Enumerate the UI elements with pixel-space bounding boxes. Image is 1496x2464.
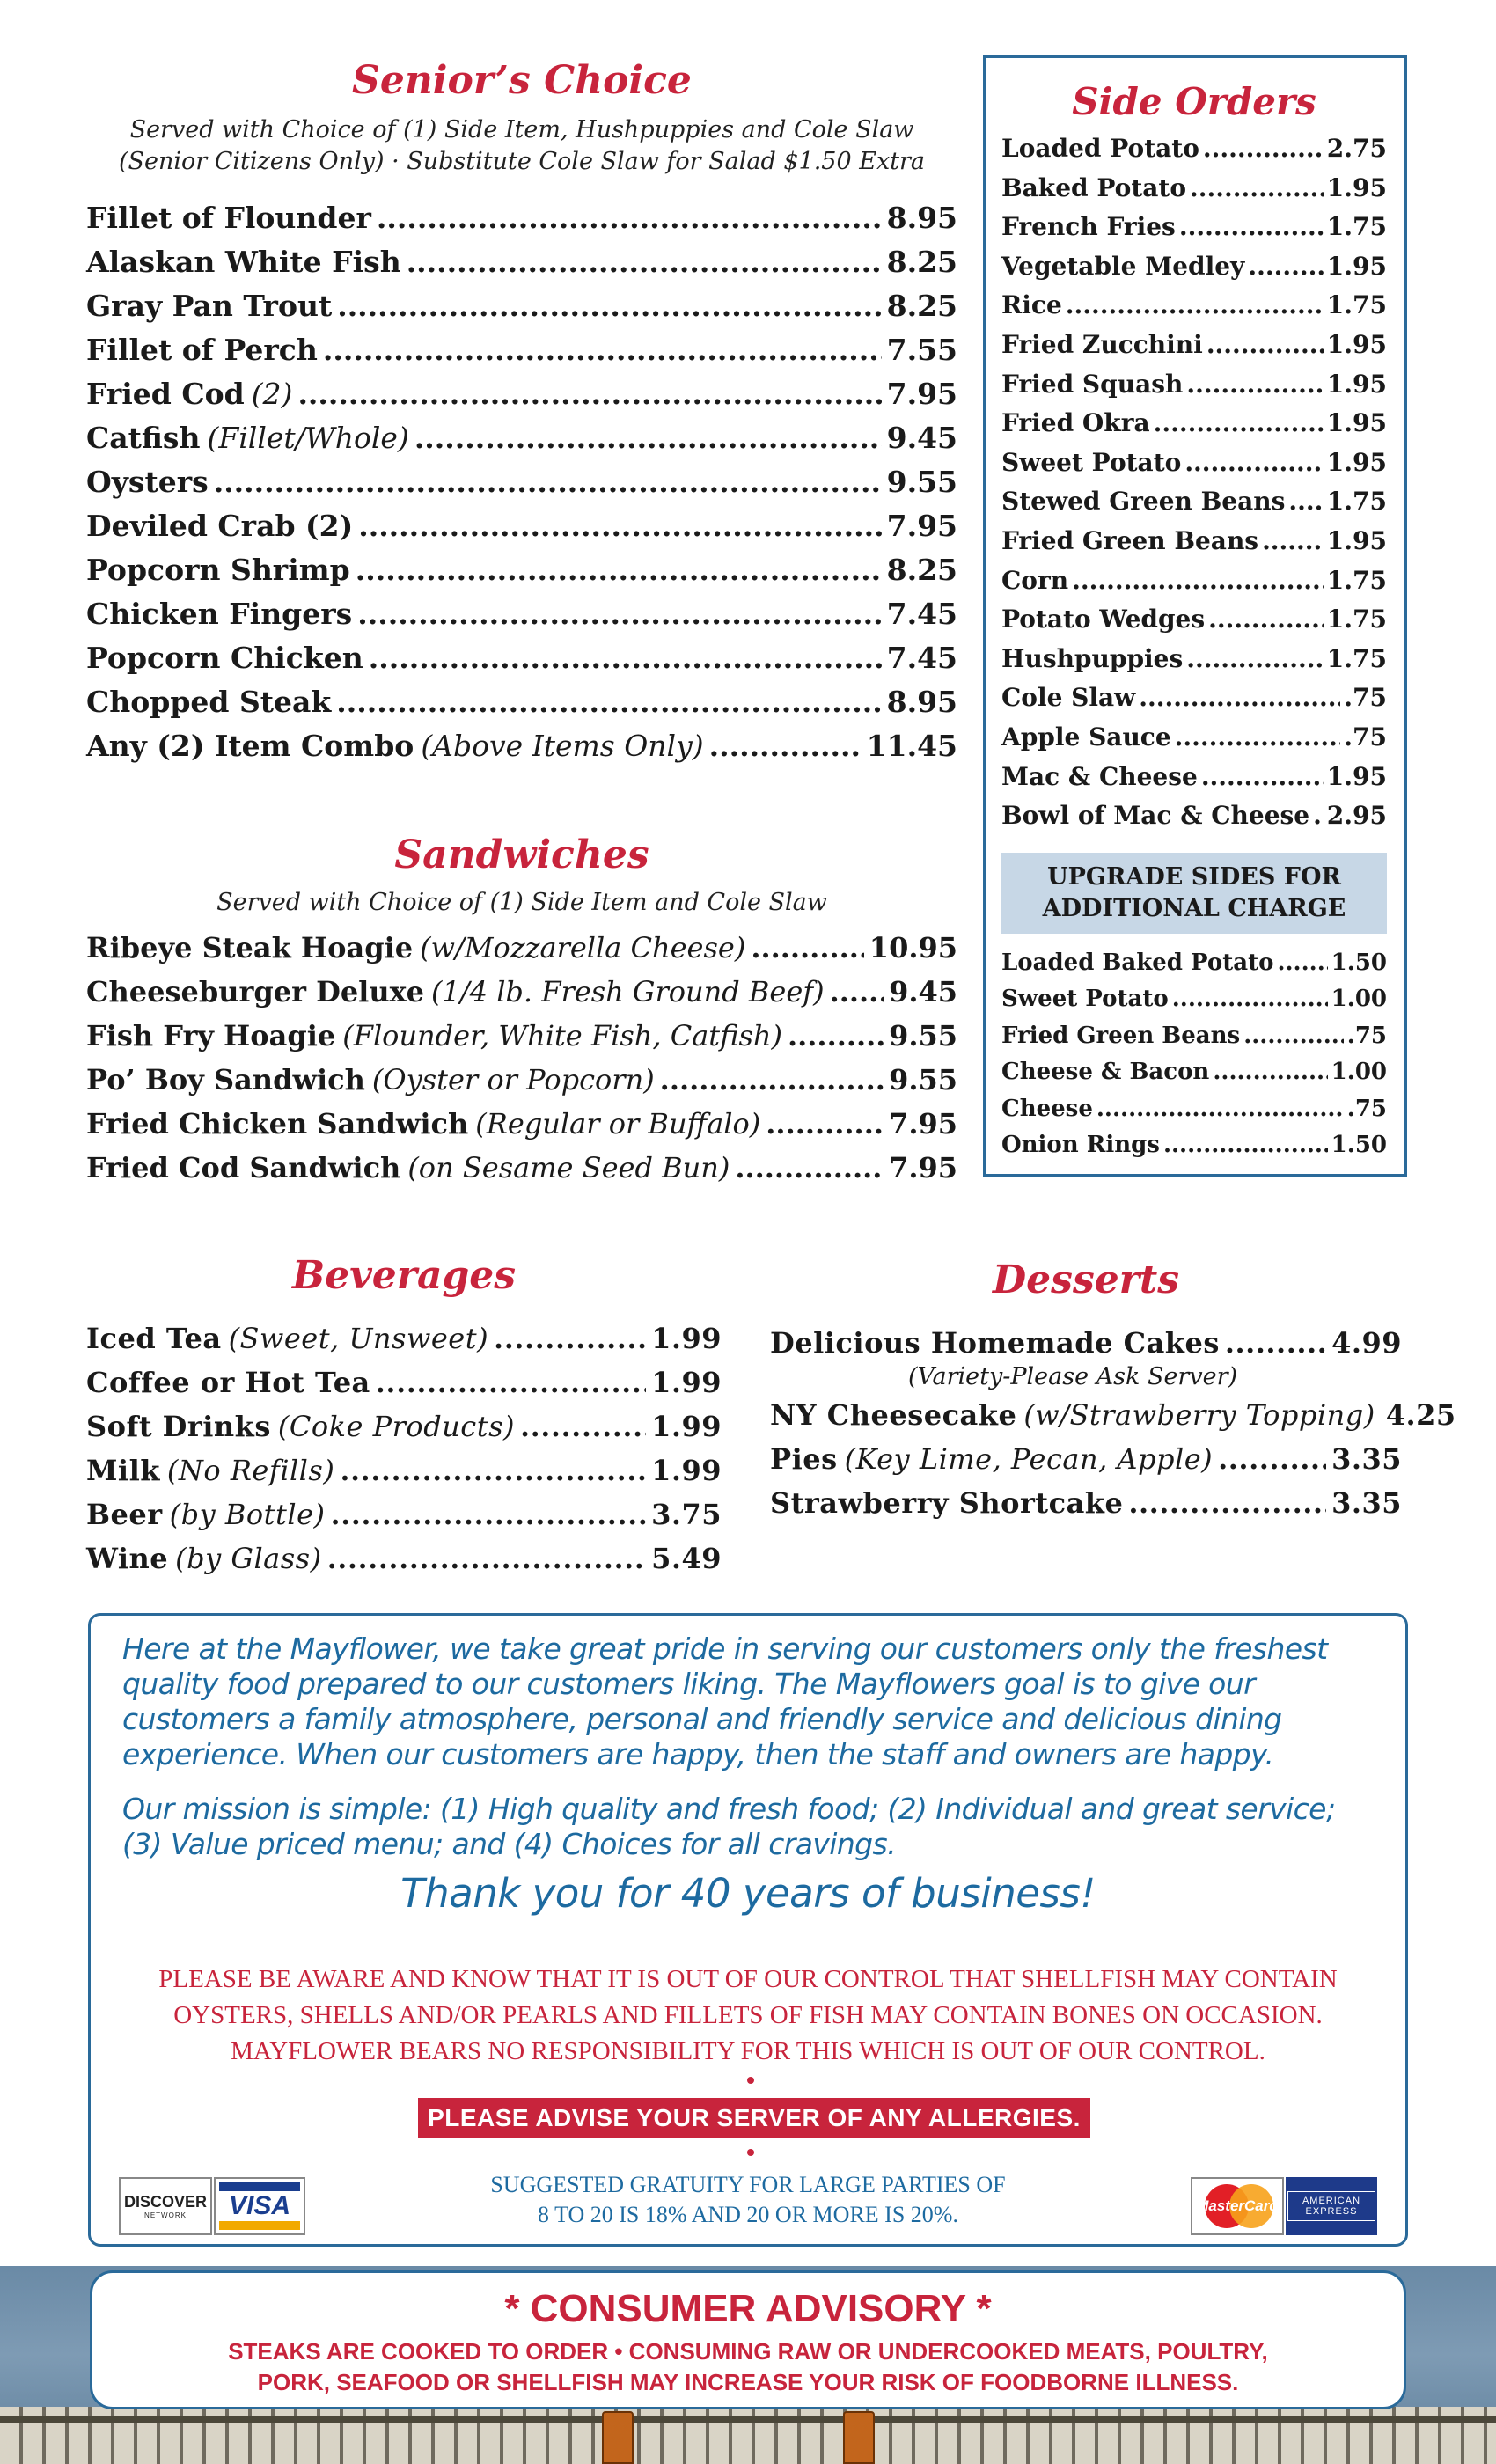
menu-item-price: 1.75 [1326,643,1387,673]
consumer-advisory-text [92,2336,1404,2398]
menu-item-name: Apple Sauce [1001,722,1171,752]
menu-item-name: Cheeseburger Deluxe [86,975,425,1008]
dot-leader [1208,605,1324,634]
dot-leader [369,641,882,675]
dot-leader [1184,448,1323,477]
dot-leader [1213,1059,1327,1085]
menu-item-note: (on Sesame Seed Bun) [407,1151,730,1184]
menu-item-name: Oysters [86,465,209,499]
menu-item-note: (Key Lime, Pecan, Apple) [844,1442,1214,1476]
menu-item-price: 1.75 [1326,565,1387,595]
menu-item-price: 3.35 [1331,1442,1402,1476]
menu-item-name: Fried Zucchini [1001,329,1203,359]
menu-item-row [1001,986,1387,1023]
menu-item-name: Hushpuppies [1001,643,1184,673]
dot-leader [1186,644,1324,673]
dot-leader [735,1151,884,1184]
menu-item-price: 1.99 [651,1322,722,1355]
menu-item-name: Coffee or Hot Tea [86,1366,370,1399]
upgrade-sides-list [1001,950,1387,1169]
menu-item-price: 9.45 [889,975,957,1008]
menu-item-name: Gray Pan Trout [86,289,333,323]
desserts-title: Desserts [993,1258,1179,1302]
beverages-list [86,1322,722,1586]
menu-item-price: 1.75 [1326,605,1387,634]
menu-item-name: Popcorn Chicken [86,641,363,675]
menu-item-name: Sweet Potato [1001,447,1182,477]
dot-leader [323,333,882,367]
menu-item-price: 1.95 [1326,251,1387,281]
dot-leader [340,1454,646,1487]
separator-dot [747,2077,754,2084]
menu-item-row [1001,1132,1387,1169]
menu-item-row [86,641,957,685]
menu-item-price: 1.95 [1326,761,1387,791]
menu-item-row [86,1410,722,1454]
dot-leader [1154,408,1324,437]
menu-item-row [1001,487,1387,526]
dot-leader [1288,487,1323,516]
menu-item-name: Beer [86,1498,163,1531]
dot-leader [1179,212,1324,241]
dot-leader [1175,722,1341,752]
dot-leader [1277,950,1327,976]
menu-item-row [86,685,957,729]
menu-item-row [86,553,957,597]
menu-item-name: Cheese [1001,1095,1093,1122]
dot-leader [337,289,881,323]
dot-leader [1072,566,1324,595]
dot-leader [1066,290,1324,319]
shellfish-warning [91,1962,1405,2070]
advisory-line-1: STEAKS ARE COOKED TO ORDER • CONSUMING RAW OR UNDERCOOKED MEATS, POULTRY, [228,2338,1268,2365]
side-orders-list [1001,134,1387,840]
dot-leader [336,685,881,719]
menu-item-row [86,931,957,975]
menu-item-row [1001,1059,1387,1096]
menu-item-price: 7.55 [886,333,957,367]
mastercard-logo-text: MasterCard [1196,2197,1279,2214]
menu-item-name: Iced Tea [86,1322,222,1355]
advisory-line-2: PORK, SEAFOOD OR SHELLFISH MAY INCREASE YOUR RISK OF FOODBORNE ILLNESS. [257,2369,1239,2395]
warning-line-2: OYSTERS, SHELLS AND/OR PEARLS AND FILLETS OF FISH MAY CONTAIN BONES ON OCCASION. [173,2001,1323,2029]
menu-item-row [1001,683,1387,722]
menu-item-note: (Flounder, White Fish, Catfish) [342,1019,782,1052]
dot-leader [830,975,884,1008]
sandwiches-title: Sandwiches [394,832,649,877]
menu-item-note: (Regular or Buffalo) [475,1107,761,1140]
dot-leader [788,1019,884,1052]
menu-item-price: 7.95 [886,509,957,543]
menu-item-row [86,1454,722,1498]
seniors-subtitle-line-1: Served with Choice of (1) Side Item, Hushpuppies and Cole Slaw [129,116,914,143]
menu-item-name: Loaded Baked Potato [1001,949,1274,976]
menu-item-note: (No Refills) [166,1454,335,1487]
visa-logo-text: VISA [228,2191,291,2220]
dot-leader [407,245,882,279]
menu-item-price: 1.75 [1326,487,1387,517]
dot-leader [1096,1096,1344,1122]
mastercard-icon [1191,2177,1284,2235]
menu-item-price: 7.95 [889,1107,957,1140]
menu-item-row [86,465,957,509]
menu-item-row [1001,1023,1387,1060]
menu-item-price: 10.95 [869,931,957,964]
menu-item-name: Pies [770,1442,838,1476]
dot-leader [1243,1023,1344,1049]
menu-item-name: Popcorn Shrimp [86,553,350,587]
consumer-advisory-title: * CONSUMER ADVISORY * [504,2287,992,2330]
beverages-section [86,1248,722,1586]
menu-item-row [86,377,957,421]
menu-item-row [86,201,957,245]
menu-item-name: Ribeye Steak Hoagie [86,931,414,964]
thank-you-line: Thank you for 40 years of business! [400,1870,1096,1917]
menu-item-row [86,289,957,333]
menu-item-name: Chopped Steak [86,685,332,719]
dot-leader [1248,252,1323,281]
menu-item-name: Corn [1001,565,1069,595]
side-orders-box [983,55,1407,1177]
visa-card-icon [214,2177,305,2235]
menu-item-row [770,1398,1456,1442]
allergy-banner: PLEASE ADVISE YOUR SERVER OF ANY ALLERGIES. [418,2098,1090,2138]
dot-leader [1313,801,1324,830]
menu-item-name: Deviled Crab (2) [86,509,354,543]
menu-item-row [86,1019,957,1063]
menu-item-row [1001,566,1387,605]
menu-item-name: Fried Cod Sandwich [86,1151,401,1184]
menu-item-price: 8.95 [886,685,957,719]
menu-item-name: Milk [86,1454,160,1487]
side-orders-title: Side Orders [1072,80,1316,123]
menu-item-price: 1.95 [1326,525,1387,555]
menu-item-price: 1.50 [1331,1132,1387,1159]
menu-item-row [770,1486,1402,1530]
dot-leader [376,1366,646,1399]
menu-item-price: .75 [1344,683,1387,713]
menu-item-price: 1.95 [1326,447,1387,477]
menu-item-row [86,1322,722,1366]
menu-item-note: (Coke Products) [277,1410,515,1443]
discover-card-icon [119,2177,212,2235]
upgrade-banner-line-1: UPGRADE SIDES FOR [1047,862,1341,891]
menu-item-note: (1/4 lb. Fresh Ground Beef) [431,975,825,1008]
menu-item-note: (Sweet, Unsweet) [228,1322,489,1355]
upgrade-banner-line-2: ADDITIONAL CHARGE [1042,894,1346,922]
menu-item-name: Fillet of Perch [86,333,318,367]
menu-item-name: Loaded Potato [1001,134,1199,163]
dot-leader [1262,526,1324,555]
menu-item-row [1001,605,1387,644]
menu-item-name: Baked Potato [1001,172,1187,202]
dot-leader [414,421,882,455]
menu-item-row [86,1498,722,1542]
menu-item-name: Sweet Potato [1001,986,1169,1013]
menu-item-price: 2.75 [1326,134,1387,163]
dot-leader [1206,330,1324,359]
menu-item-price: 7.95 [889,1151,957,1184]
menu-item-row [1001,950,1387,986]
menu-item-name: Delicious Homemade Cakes [770,1326,1220,1360]
discover-network-text: NETWORK [144,2211,187,2219]
menu-item-price: 7.45 [886,597,957,631]
menu-item-price: 3.35 [1331,1486,1402,1520]
menu-item-price: 2.95 [1326,801,1387,831]
dot-leader [1186,370,1323,399]
menu-item-row [1001,801,1387,840]
menu-item-row [1001,134,1387,173]
menu-item-price: 1.95 [1326,329,1387,359]
menu-item-row [1001,173,1387,213]
menu-item-name: Wine [86,1542,169,1575]
menu-item-row [770,1442,1402,1486]
seniors-subtitle-line-2: (Senior Citizens Only) · Substitute Cole Slaw for Salad $1.50 Extra [118,148,926,175]
menu-item-price: 9.55 [889,1019,957,1052]
beverages-title: Beverages [292,1253,516,1298]
gratuity-line-1: SUGGESTED GRATUITY FOR LARGE PARTIES OF [490,2172,1006,2197]
menu-item-price: 1.95 [1326,172,1387,202]
menu-item-price: 8.25 [886,289,957,323]
dot-leader [520,1410,646,1443]
railing-post [602,2411,634,2464]
menu-item-note: (by Glass) [175,1542,322,1575]
menu-item-row [1001,448,1387,488]
menu-item-row [86,245,957,289]
menu-item-price: 1.50 [1331,949,1387,976]
menu-item-price: .75 [1346,1022,1387,1049]
menu-item-name: Po’ Boy Sandwich [86,1063,365,1096]
menu-item-name: Fried Squash [1001,369,1184,399]
dot-leader [1172,986,1328,1012]
menu-item-name: Cole Slaw [1001,683,1136,713]
menu-item-name: Fried Green Beans [1001,525,1259,555]
menu-item-row [1001,644,1387,684]
menu-item-name: Cheese & Bacon [1001,1059,1210,1086]
menu-item-row [86,1063,957,1107]
menu-item-name: Chicken Fingers [86,597,353,631]
discover-logo-text: DISCOVER [123,2193,208,2211]
menu-item-name: Rice [1001,290,1062,320]
menu-item-row [86,509,957,553]
desserts-section [770,1252,1456,1530]
menu-item-price: 8.25 [886,553,957,587]
menu-item-row [86,597,957,641]
menu-item-price: 8.25 [886,245,957,279]
menu-item-name: Onion Rings [1001,1132,1160,1159]
dot-leader [1201,762,1324,791]
menu-item-price: .75 [1344,722,1387,752]
menu-item-note: (w/Strawberry Topping) [1023,1398,1375,1432]
separator-dot [747,2149,754,2156]
menu-item-price: 1.99 [651,1454,722,1487]
consumer-advisory-box [90,2270,1406,2409]
railing-post [843,2411,875,2464]
railing-bar [0,2416,1496,2423]
menu-item-row [86,333,957,377]
desserts-list [770,1326,1456,1530]
menu-item-name: Vegetable Medley [1001,251,1245,281]
menu-item-row [86,1107,957,1151]
menu-item-name: Fried Okra [1001,408,1150,438]
dot-leader [1128,1486,1326,1520]
menu-item-row [86,1366,722,1410]
sandwiches-menu-list [86,931,957,1195]
warning-line-3: MAYFLOWER BEARS NO RESPONSIBILITY FOR THIS WHICH IS OUT OF OUR CONTROL. [231,2037,1265,2065]
menu-item-row [1001,370,1387,409]
menu-item-row [86,421,957,465]
menu-item-name: Bowl of Mac & Cheese [1001,801,1310,831]
menu-item-price: 1.99 [651,1410,722,1443]
dot-leader [660,1063,884,1096]
menu-item-price: 7.95 [886,377,957,411]
dot-leader [1225,1326,1326,1360]
menu-item-subnote: (Variety-Please Ask Server) [907,1363,1238,1390]
menu-item-row [1001,1096,1387,1133]
info-box [88,1613,1408,2247]
menu-item-price: 1.95 [1326,408,1387,438]
menu-item-row [1001,330,1387,370]
menu-item-name: Soft Drinks [86,1410,271,1443]
dot-leader [1139,683,1340,712]
menu-item-price: 1.75 [1326,290,1387,320]
seniors-choice-section [86,53,957,773]
menu-item-price: 8.95 [886,201,957,235]
menu-item-price: 3.75 [651,1498,722,1531]
menu-item-price: .75 [1346,1095,1387,1122]
menu-item-row [1001,762,1387,802]
menu-item-note: (Fillet/Whole) [207,421,409,455]
menu-item-name: French Fries [1001,212,1176,242]
dot-leader [356,553,882,587]
dot-leader [1190,173,1324,202]
dot-leader [1163,1132,1328,1158]
dot-leader [377,201,882,235]
warning-line-1: PLEASE BE AWARE AND KNOW THAT IT IS OUT OF OUR CONTROL THAT SHELLFISH MAY CONTAIN [158,1965,1338,1993]
menu-item-name: Potato Wedges [1001,605,1206,634]
dot-leader [331,1498,647,1531]
dot-leader [297,377,881,411]
menu-item-note: (Oyster or Popcorn) [371,1063,655,1096]
menu-item-name: NY Cheesecake [770,1398,1017,1432]
menu-item-row [86,975,957,1019]
menu-item-price: 7.45 [886,641,957,675]
menu-item-price: 1.95 [1326,369,1387,399]
menu-item-name: Catfish [86,421,201,455]
upgrade-sides-banner [1001,853,1387,934]
menu-item-name: Any (2) Item Combo [86,729,414,763]
menu-item-name: Stewed Green Beans [1001,487,1286,517]
amex-logo-text: AMERICAN EXPRESS [1287,2191,1375,2221]
menu-item-price: 5.49 [651,1542,722,1575]
menu-item-row [86,1542,722,1586]
menu-item-price: 9.45 [886,421,957,455]
gratuity-line-2: 8 TO 20 IS 18% AND 20 OR MORE IS 20%. [538,2202,958,2227]
menu-item-price: 1.00 [1331,986,1387,1013]
menu-item-price: 1.00 [1331,1059,1387,1086]
menu-item-price: 1.99 [651,1366,722,1399]
dot-leader [751,931,863,964]
menu-item-name: Strawberry Shortcake [770,1486,1124,1520]
dot-leader [766,1107,884,1140]
menu-item-price: 11.45 [866,729,957,763]
seniors-choice-subtitle [86,114,957,178]
dot-leader [709,729,862,763]
menu-item-name: Fried Chicken Sandwich [86,1107,469,1140]
dot-leader [1218,1442,1326,1476]
seniors-menu-list [86,201,957,773]
menu-item-row [1001,290,1387,330]
menu-item-price: 4.99 [1331,1326,1402,1360]
menu-item-name: Mac & Cheese [1001,761,1198,791]
menu-item-row [1001,722,1387,762]
menu-item-note: (w/Mozzarella Cheese) [420,931,746,964]
dot-leader [214,465,882,499]
american-express-icon [1286,2177,1377,2235]
dot-leader [358,509,881,543]
seniors-choice-title: Senior’s Choice [352,58,692,103]
dot-leader [357,597,881,631]
menu-item-row [1001,212,1387,252]
menu-item-price: 1.75 [1326,212,1387,242]
menu-item-price: 4.25 [1385,1398,1456,1432]
sandwiches-section [86,827,957,1195]
menu-item-row [1001,252,1387,291]
menu-item-row [1001,408,1387,448]
mission-paragraph: Our mission is simple: (1) High quality and fresh food; (2) Individual and great service; (3) Value priced menu; and (4) Choices for all cravings. [122,1792,1336,1861]
menu-item-note: (2) [251,377,293,411]
menu-item-row [86,729,957,773]
menu-item-note: (by Bottle) [169,1498,326,1531]
dot-leader [1203,134,1324,163]
menu-item-name: Fish Fry Hoagie [86,1019,336,1052]
about-paragraph: Here at the Mayflower, we take great pride in serving our customers only the freshest quality food prepared to our customers liking. The Mayflowers goal is to give our customers a family atmosphere, personal and friendly service and delicious dining experience. When our customers are happy, then the staff and owners are happy. [122,1632,1328,1771]
menu-item-name: Fried Cod [86,377,245,411]
menu-item-price: 9.55 [889,1063,957,1096]
menu-item-name: Fillet of Flounder [86,201,371,235]
menu-item-price: 9.55 [886,465,957,499]
menu-item-note: (Above Items Only) [421,729,704,763]
sandwiches-subtitle: Served with Choice of (1) Side Item and Cole Slaw [216,889,827,916]
dot-leader [494,1322,646,1355]
menu-item-row [86,1151,957,1195]
menu-item-name: Fried Green Beans [1001,1022,1241,1049]
menu-item-name: Alaskan White Fish [86,245,401,279]
menu-item-row [1001,526,1387,566]
dot-leader [327,1542,646,1575]
